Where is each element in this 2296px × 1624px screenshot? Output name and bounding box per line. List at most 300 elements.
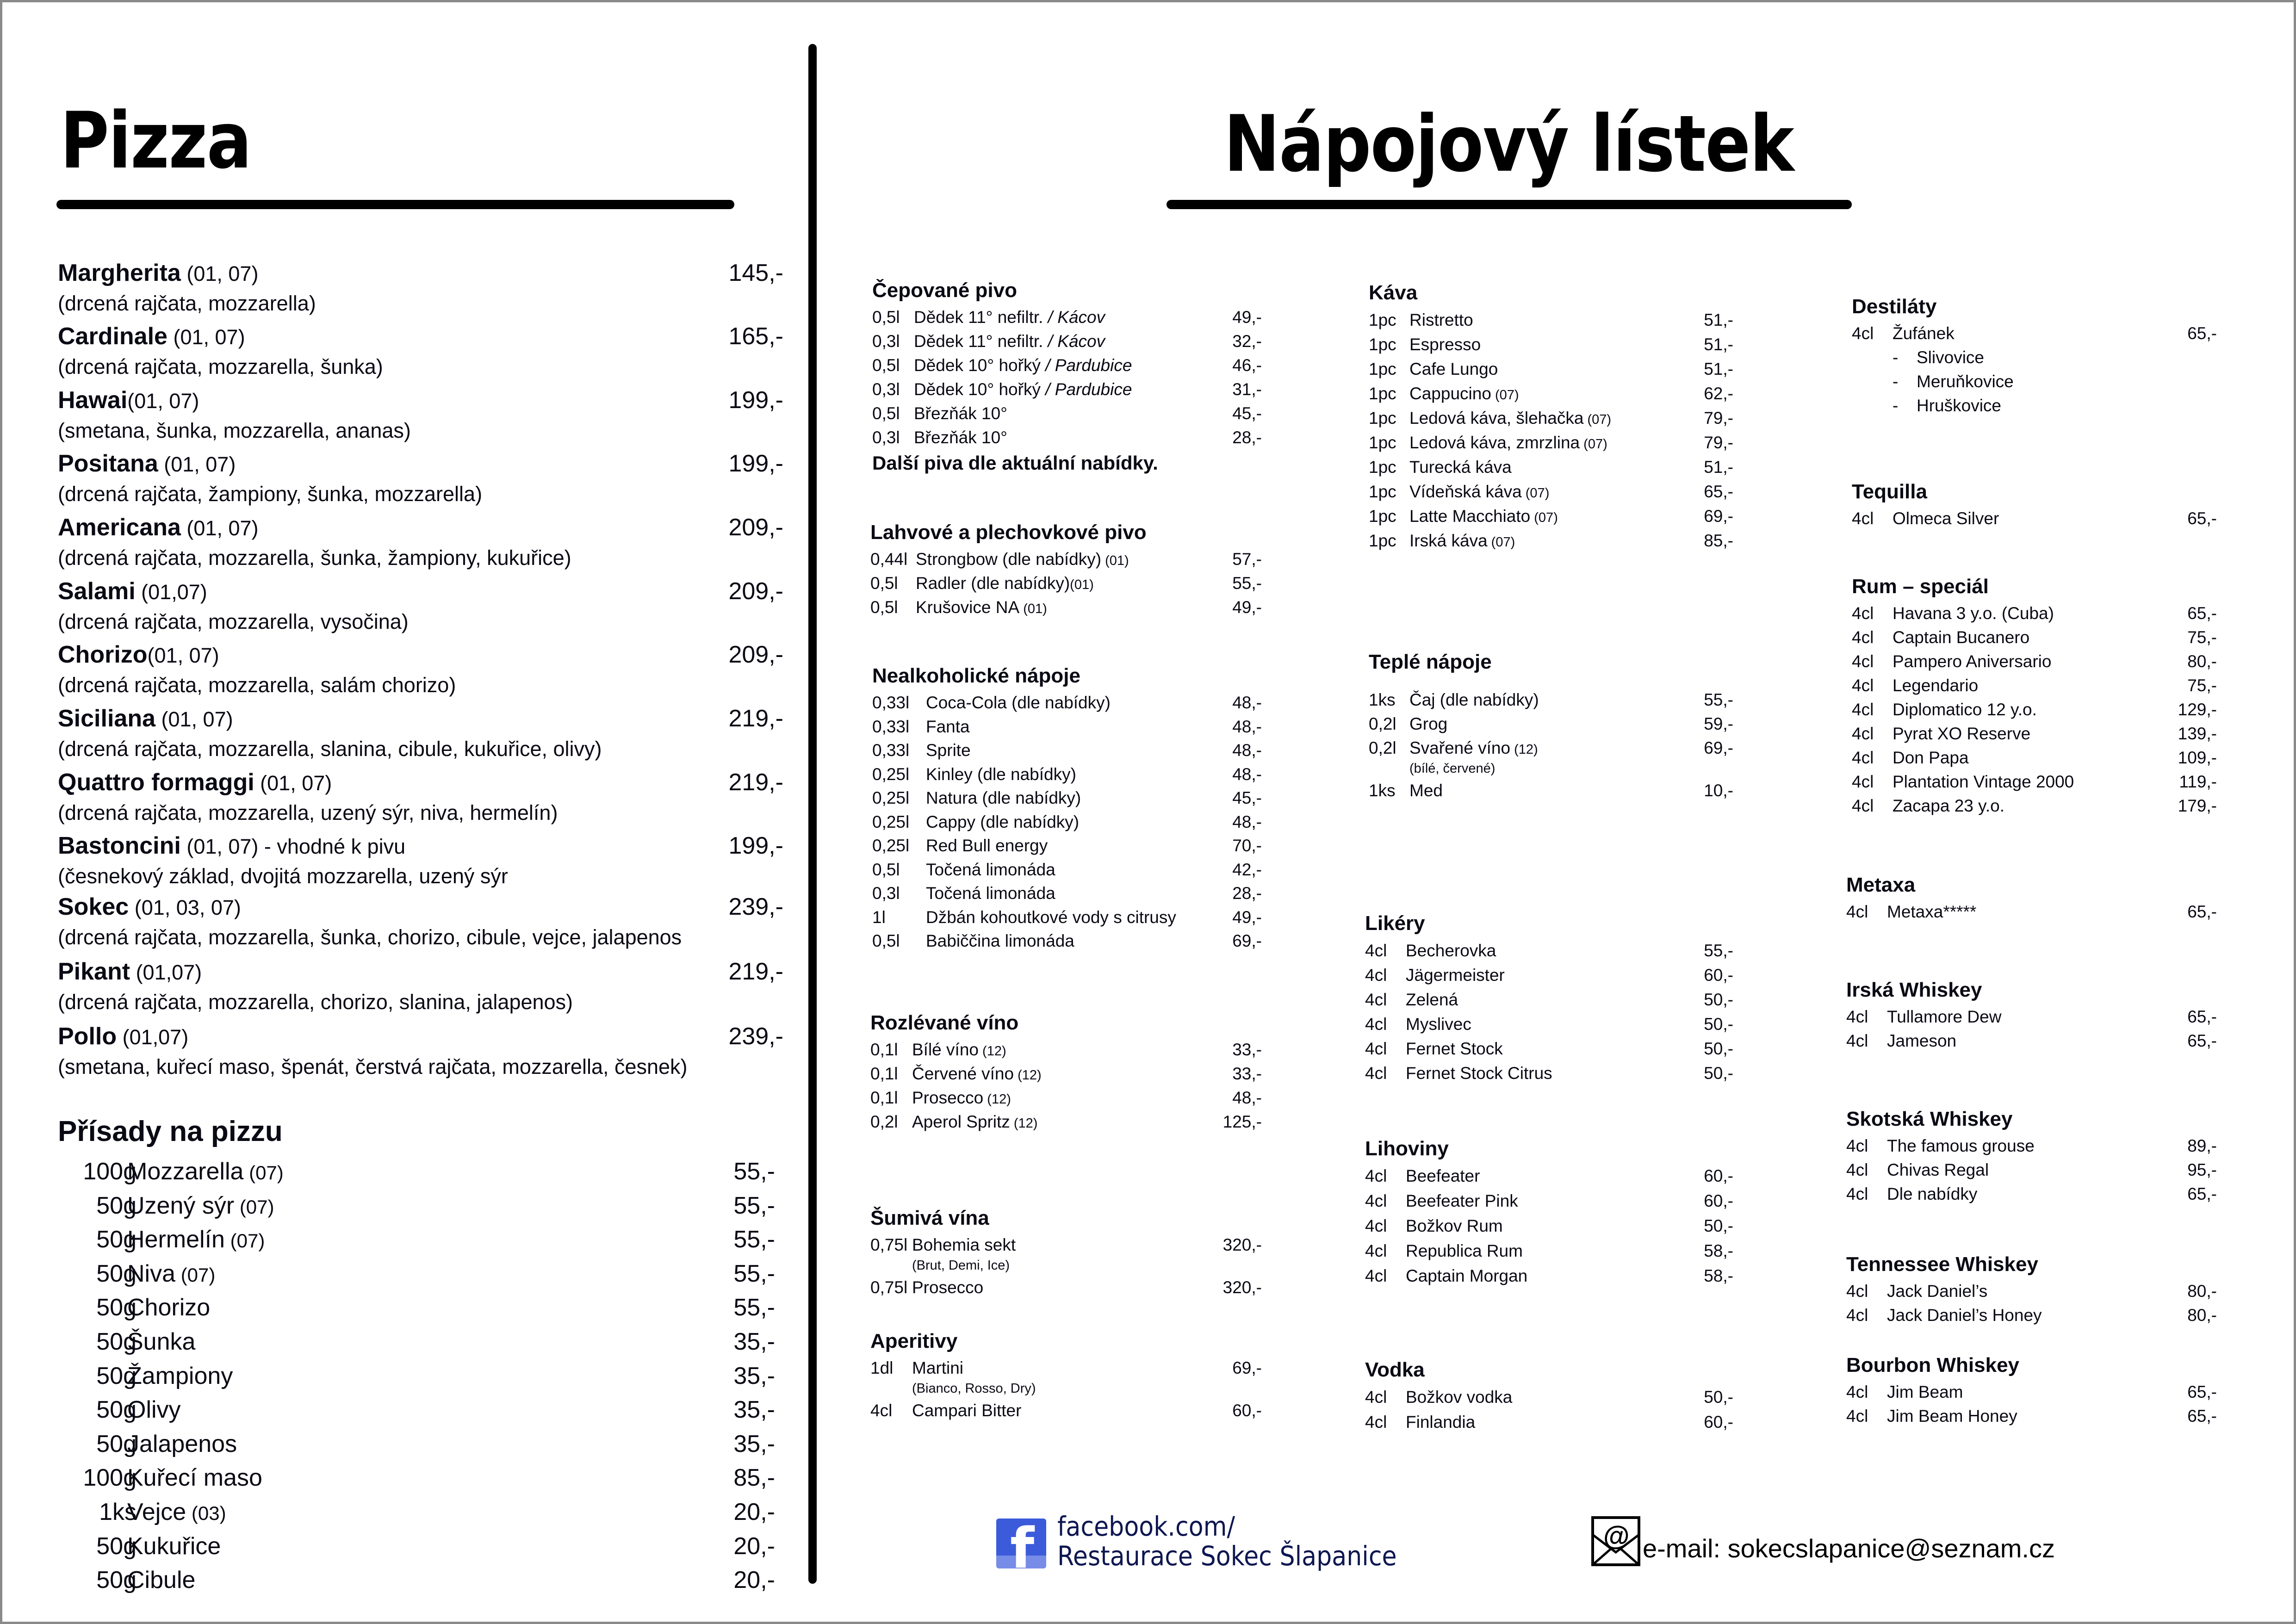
drink-item [872,810,1262,834]
drink-subtitle [1369,760,1733,779]
drink-name-wrap [1893,322,1955,346]
drink-name-wrap [1887,900,1976,924]
drink-name: Březňák 10° [914,404,1007,423]
pizza-name-line [58,832,405,861]
lahvove-list [870,547,1262,620]
section-title: Lihoviny [1365,1137,1449,1160]
drink-name-wrap [1409,381,1519,408]
drink-name-wrap [1409,688,1539,712]
drink-name: Turecká káva [1409,458,1512,477]
drink-volume: 0,25l [872,836,910,855]
drink-name-wrap [1406,1164,1480,1189]
drink-volume: 1pc [1369,507,1396,526]
pizza-name: Quattro formaggi [58,769,254,796]
variant-dash: - [1893,396,1899,415]
drink-name-wrap [1887,1182,1977,1206]
pizza-ingredients: (smetana, kuřecí maso, špenát, čerstvá rajčata, mozzarella, česnek) [58,1055,688,1079]
drink-item [870,1038,1262,1062]
addition-name: Kukuřice [127,1532,221,1560]
drink-volume: 0,25l [872,812,910,831]
section-lahvove-pivo [870,520,1262,620]
drink-volume: 1pc [1369,335,1396,354]
section-title: Skotská Whiskey [1846,1108,2013,1130]
drink-name: Božkov vodka [1406,1388,1513,1407]
drink-price: 51,- [1704,458,1733,477]
drink-name: Jim Beam Honey [1887,1407,2017,1426]
addition-allergens: (07) [234,1196,274,1218]
section-teple-napoje [1369,649,1733,803]
addition-price: 35,- [733,1396,775,1424]
drink-item [872,762,1262,787]
drink-name-wrap [912,1038,1006,1063]
pizza-name-line [58,322,245,351]
pizza-allergens: (01, 07) [158,452,236,476]
drink-price: 48,- [1232,693,1262,712]
drink-name-wrap [1406,1214,1503,1239]
drink-volume: 4cl [1852,748,1874,767]
pizza-ingredients: (drcená rajčata, mozzarella, šunka, žampiony, kukuřice) [58,546,571,570]
drink-name-wrap [1409,504,1558,530]
addition-item [39,1531,775,1565]
tequilla-list [1852,507,2217,531]
drink-name: Božkov Rum [1406,1216,1503,1235]
section-cepovane-pivo [872,278,1262,477]
drink-name: Republica Rum [1406,1241,1523,1260]
drink-name-wrap [926,858,1055,882]
addition-price: 85,- [733,1464,775,1492]
addition-name-wrap [127,1429,237,1460]
drink-name: Bílé víno [912,1040,979,1059]
pizza-item [58,705,783,769]
drink-volume: 4cl [1852,509,1874,528]
addition-item [39,1429,775,1463]
drink-item [1846,1182,2217,1206]
drink-item [1846,900,2217,924]
drink-allergens: (12) [1510,742,1538,757]
drink-volume: 4cl [1852,700,1874,719]
drink-price: 85,- [1704,531,1733,550]
drink-price: 69,- [1232,931,1262,950]
drink-name-wrap [1409,736,1538,762]
drink-price: 58,- [1704,1241,1733,1260]
addition-name-wrap [127,1293,210,1324]
section-title: Káva [1369,281,1418,304]
section-tennessee-whiskey [1846,1252,2217,1327]
pizza-item [58,386,783,450]
drink-name: Jim Beam [1887,1382,1963,1401]
drink-item [1365,1385,1733,1410]
drink-name-wrap [1409,712,1447,736]
drink-price: 50,- [1704,1388,1733,1407]
section-kava [1369,280,1733,553]
drink-name: Kinley (dle nabídky) [926,764,1076,784]
drink-item [1852,698,2217,722]
drink-item [872,929,1262,953]
pizza-name-line [58,705,233,733]
drink-item [1369,455,1733,479]
section-sumiva-vina [870,1205,1262,1300]
drink-name-wrap [926,786,1081,810]
drink-name-wrap [912,1110,1037,1135]
drink-name-wrap [1406,987,1458,1012]
pizza-ingredients: (drcená rajčata, mozzarella, šunka, chorizo, cibule, vejce, jalapenos [58,925,682,949]
drink-name-wrap [916,595,1047,621]
section-title: Vodka [1365,1358,1425,1381]
drink-volume: 4cl [1365,941,1387,960]
drink-volume: 4cl [1852,796,1874,815]
drink-name-wrap [1406,1385,1512,1410]
drink-volume: 4cl [1365,1039,1387,1058]
pizza-title-underline [56,200,734,209]
drink-origin: / Kácov [1043,332,1105,351]
drink-price: 58,- [1704,1266,1733,1285]
drink-volume: 4cl [1846,1007,1868,1026]
addition-name-wrap [127,1565,195,1596]
addition-item [39,1463,775,1496]
drink-volume: 4cl [1852,676,1874,695]
section-title: Metaxa [1846,874,1916,896]
pizza-price: 165,- [728,323,783,350]
drink-item [1365,1264,1733,1289]
drink-name: Džbán kohoutkové vody s citrusy [926,907,1176,927]
drink-name: Havana 3 y.o. (Cuba) [1893,604,2054,623]
drink-item [1846,1005,2217,1029]
drink-subtitle [870,1257,1262,1276]
pizza-allergens: (01, 07) [254,771,332,795]
drink-item [1365,1239,1733,1264]
drink-allergens: (12) [983,1092,1011,1107]
pizza-name: Sokec [58,893,129,920]
drink-item [1846,1158,2217,1182]
drink-volume: 0,5l [872,931,900,950]
drink-name-wrap [1406,1239,1523,1264]
drink-volume: 1pc [1369,531,1396,550]
drink-name-wrap [1893,698,2037,722]
drink-item [1369,504,1733,528]
addition-price: 55,- [733,1158,775,1185]
drink-volume: 4cl [1852,652,1874,671]
drink-volume: 1l [872,907,886,927]
drink-price: 45,- [1232,404,1262,423]
addition-name: Cibule [127,1567,196,1594]
drink-volume: 0,5l [872,356,900,375]
drink-item [870,595,1262,620]
drink-price: 48,- [1232,812,1262,831]
pizza-name-line [58,577,207,606]
drink-volume: 4cl [1365,1216,1387,1235]
drink-allergens: (07) [1530,510,1558,525]
pizza-ingredients: (drcená rajčata, mozzarella, vysočina) [58,610,409,633]
pizza-name: Chorizo [58,641,148,668]
drink-name-wrap [914,426,1007,450]
pizza-name: Bastoncini [58,832,181,859]
drink-name: Prosecco [912,1278,984,1297]
addition-name: Uzený sýr [127,1192,235,1219]
drink-price: 49,- [1232,308,1262,327]
drink-item [1365,1036,1733,1061]
pizza-allergens: (01,07) [130,961,202,984]
drink-name: Red Bull energy [926,836,1048,855]
drink-name-wrap [926,881,1055,905]
drink-name-wrap [912,1062,1042,1087]
facebook-url-line1[interactable]: facebook.com/ [1057,1511,1235,1542]
drink-name-wrap [912,1399,1021,1423]
addition-price: 55,- [733,1226,775,1253]
pizza-name-line [58,893,241,922]
addition-qty: 50g [96,1430,137,1457]
drink-item [1369,712,1733,736]
lihoviny-list [1365,1164,1733,1289]
drink-item [872,738,1262,762]
drink-volume: 1pc [1369,310,1396,329]
drink-allergens: (07) [1580,437,1607,452]
addition-name-wrap [127,1463,262,1494]
drink-name: Vídeňská káva [1409,482,1522,501]
drink-volume: 0,25l [872,788,910,807]
drink-name-wrap [1406,1264,1527,1289]
drink-name-wrap [1887,1029,1956,1053]
email-link[interactable]: e-mail: sokecslapanice@seznam.cz [1643,1534,2055,1563]
drink-allergens: (07) [1491,388,1519,403]
addition-name: Jalapenos [127,1430,237,1457]
drink-name: Červené víno [912,1064,1014,1083]
drink-name: Dědek 10° hořký [914,380,1041,399]
drink-name-wrap [1409,430,1607,457]
drink-name: Natura (dle nabídky) [926,788,1081,807]
addition-qty: 50g [96,1192,137,1219]
pizza-ingredients: (drcená rajčata, mozzarella, salám chorizo) [58,673,456,697]
drink-price: 49,- [1232,907,1262,927]
pizza-price: 199,- [728,450,783,477]
drink-name: Campari Bitter [912,1401,1022,1420]
drink-item [1369,479,1733,504]
addition-item [39,1497,775,1531]
drink-item [1846,1134,2217,1158]
section-title: Tequilla [1852,480,1927,503]
drink-name: Krušovice NA [916,598,1020,617]
addition-item [39,1327,775,1360]
drink-volume: 0,33l [872,741,910,760]
drink-name-wrap [914,402,1007,426]
drink-name: Ledová káva, zmrzlina [1409,433,1580,452]
pizza-name: Pollo [58,1023,117,1050]
drink-item [1365,1189,1733,1214]
drink-price: 320,- [1222,1278,1262,1297]
drink-name: Dědek 11° nefiltr. [914,308,1043,327]
addition-name-wrap [127,1327,195,1358]
pizza-item [58,514,783,577]
drink-price: 79,- [1704,433,1733,452]
section-nealko [872,663,1262,953]
pizza-item [58,958,783,1022]
pizza-price: 209,- [728,641,783,668]
drink-price: 65,- [2187,324,2217,343]
destilaty-variants [1852,346,2217,418]
addition-item [39,1225,775,1258]
drink-name: Březňák 10° [914,428,1007,447]
drink-name-wrap [926,929,1074,953]
drinks-title-underline [1167,200,1852,209]
drink-origin: / Pardubice [1040,380,1132,399]
addition-item [39,1259,775,1292]
drink-price: 50,- [1704,990,1733,1009]
drink-volume: 4cl [1846,1306,1868,1325]
drink-name: Zacapa 23 y.o. [1893,796,2005,815]
drink-item [1369,357,1733,381]
drink-volume: 0,3l [872,428,900,447]
pizza-item [58,259,783,323]
drink-name: Ristretto [1409,310,1473,329]
drink-item [1369,381,1733,406]
pizza-ingredients: (drcená rajčata, mozzarella) [58,291,316,315]
addition-allergens: (03) [186,1502,226,1524]
drink-name: Jameson [1887,1031,1957,1050]
drink-price: 109,- [2178,748,2217,767]
drink-item [872,786,1262,810]
addition-item [39,1395,775,1428]
section-bourbon-whiskey [1846,1352,2217,1428]
pizza-ingredients: (smetana, šunka, mozzarella, ananas) [58,419,411,442]
drink-price: 69,- [1704,738,1733,757]
pizza-allergens: (01, 07) [155,707,233,731]
drink-price: 51,- [1704,310,1733,329]
drink-name-wrap [1893,770,2074,794]
pizza-price: 239,- [728,893,783,920]
drinks-title: Nápojový lístek [1224,99,1793,189]
drink-name: Grog [1409,714,1448,733]
drink-item [872,858,1262,882]
drink-volume: 4cl [1365,990,1387,1009]
drink-name-wrap [1406,1012,1471,1036]
destilaty-list [1852,322,2217,346]
pizza-item [58,450,783,514]
drink-price: 79,- [1704,409,1733,428]
drink-price: 65,- [2187,509,2217,528]
drink-item [872,715,1262,739]
drink-price: 65,- [2187,604,2217,623]
drink-name-wrap [1409,479,1549,506]
pizza-name-line [58,1023,188,1051]
pizza-price: 209,- [728,578,783,605]
drink-item [1852,674,2217,698]
pizza-price: 199,- [728,387,783,414]
drink-item [1365,987,1733,1012]
pizza-name: Cardinale [58,323,168,350]
pizza-name-line [58,641,219,669]
pizza-name: Hawai [58,387,128,414]
drink-item [1369,779,1733,803]
drink-name-wrap [1409,308,1473,332]
pizza-name: Positana [58,450,158,477]
drink-item [1852,601,2217,626]
drink-item [1369,430,1733,455]
pizza-ingredients: (drcená rajčata, žampiony, šunka, mozzarella) [58,482,483,506]
pizza-name: Siciliana [58,705,155,732]
drink-name-wrap [1887,1158,1989,1182]
drink-volume: 4cl [1365,1388,1387,1407]
drink-name: Prosecco [912,1088,984,1107]
drink-volume: 1pc [1369,384,1396,403]
pizza-item [58,893,783,957]
drink-price: 48,- [1232,741,1262,760]
drink-price: 75,- [2187,676,2217,695]
drink-price: 48,- [1232,717,1262,736]
pizza-allergens: (01, 07) [180,262,259,285]
drink-name: Babiččina limonáda [926,931,1074,950]
addition-name: Mozzarella [127,1158,244,1185]
addition-item [39,1157,775,1190]
addition-name: Niva [127,1260,176,1287]
drink-price: 50,- [1704,1216,1733,1235]
drink-name: Cappy (dle nabídky) [926,812,1080,831]
drink-name: Bohemia sekt [912,1235,1016,1254]
drink-item [872,353,1262,378]
drink-variants: (bílé, červené) [1409,761,1496,776]
drink-name-wrap [1893,507,1999,531]
drink-name: Becherovka [1406,941,1496,960]
drink-price: 51,- [1704,335,1733,354]
pizza-name-line [58,769,332,797]
drink-price: 139,- [2178,724,2217,743]
drink-item [1846,1404,2217,1428]
addition-price: 55,- [733,1260,775,1287]
variant-dash: - [1893,348,1899,367]
drink-volume: 0,1l [870,1040,898,1059]
drink-price: 75,- [2187,628,2217,647]
drink-volume: 0,1l [870,1088,898,1107]
rum-list [1852,601,2217,818]
drink-item [1365,1061,1733,1085]
facebook-url-line2[interactable]: Restaurace Sokec Šlapanice [1057,1540,1397,1572]
addition-name-wrap [127,1497,226,1528]
drink-item [1852,507,2217,531]
beer-note: Další piva dle aktuální nabídky. [872,452,1158,474]
drink-price: 65,- [2187,1184,2217,1203]
drink-price: 125,- [1222,1112,1262,1131]
drink-allergens: (07) [1583,412,1612,427]
drink-price: 55,- [1704,941,1733,960]
drink-volume: 0,44l [870,550,908,569]
section-title: Tennessee Whiskey [1846,1253,2038,1276]
drink-name: Dědek 11° nefiltr. [914,332,1043,351]
drink-volume: 4cl [1365,1064,1387,1083]
drink-volume: 0,5l [872,308,900,327]
drink-name: Metaxa***** [1887,902,1977,921]
section-rozlevane-vino [870,1010,1262,1134]
pizza-ingredients: (drcená rajčata, mozzarella, chorizo, slanina, jalapenos) [58,990,573,1014]
facebook-link[interactable] [996,1519,1046,1568]
drink-price: 89,- [2187,1136,2217,1155]
skotska-list [1846,1134,2217,1206]
drink-name-wrap [1893,601,2054,626]
drink-name-wrap [926,762,1076,787]
addition-price: 35,- [733,1328,775,1355]
vertical-divider [808,44,817,1584]
drink-variants: (Bianco, Rosso, Dry) [912,1381,1036,1396]
drink-volume: 1pc [1369,409,1396,428]
pizza-name-line [58,958,202,986]
section-title: Nealkoholické nápoje [872,664,1080,687]
drink-volume: 4cl [1846,1031,1868,1050]
teple-list [1369,688,1733,803]
drink-name: Svařené víno [1409,738,1511,757]
drink-name-wrap [912,1086,1011,1111]
drink-name: Aperol Spritz [912,1112,1010,1131]
drink-name-wrap [1406,1410,1475,1435]
pizza-item [58,1023,783,1086]
pizza-name-line [58,450,236,478]
drink-price: 31,- [1232,380,1262,399]
